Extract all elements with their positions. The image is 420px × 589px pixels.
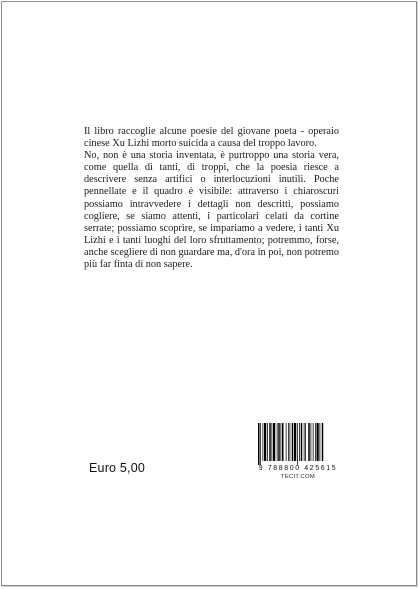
barcode-bar [269, 423, 271, 461]
barcode-bar [290, 423, 291, 461]
barcode-bar [281, 423, 282, 461]
barcode-bar [294, 423, 296, 461]
barcode-bar [282, 423, 284, 461]
barcode-bar [260, 423, 261, 465]
barcode-bar [297, 423, 298, 465]
barcode-bar [258, 423, 260, 465]
barcode-bar [272, 423, 273, 461]
barcode-bar [301, 423, 303, 461]
barcode-bar [305, 423, 306, 461]
blurb-paragraph-1: Il libro raccoglie alcune poesie del giovane poeta - operaio cinese Xu Lizhi morto suicida a causa del troppo lavoro. [84, 126, 339, 150]
barcode-bar [292, 423, 294, 461]
barcode-bar [322, 423, 324, 461]
isbn-barcode [252, 423, 344, 485]
barcode-bar [308, 423, 310, 461]
barcode-bar [315, 423, 316, 461]
barcode-bar [317, 423, 319, 461]
barcode-generator-label: TECIT.COM [281, 474, 315, 480]
barcode-bar [273, 423, 275, 461]
back-cover-page [1, 1, 417, 586]
barcode-bar [278, 423, 280, 461]
barcode-bar [299, 423, 300, 461]
blurb-paragraph-2: No, non è una storia inventata, è purtroppo una storia vera, come quella di tanti, di troppi, che la poesia riesce a descrivere senza artifici o interlocuzioni inutili. Poche pennellate e il quadro è visibile: attraverso i chiaroscuri possiamo intravvedere i dettagli non descritti, possiamo cogliere, se siamo attenti, i particolari celati da cortine serrate; possiamo scoprire, se impariamo a vedere, i tanti Xu Lizhi e i tanti luoghi del loro sfruttamento; potremmo, forse, anche scegliere di non guardare ma, d'ora in poi, non potremo più far finta di non sapere. [84, 150, 339, 271]
barcode-bar [304, 423, 305, 461]
barcode-bars-graphic [252, 423, 344, 465]
barcode-bar [288, 423, 289, 461]
price-label: Euro 5,00 [89, 461, 146, 475]
barcode-bar [267, 423, 268, 461]
barcode-bar [263, 423, 264, 461]
barcode-bar [286, 423, 287, 461]
barcode-bar [320, 423, 321, 461]
barcode-digits: 9 788800 425615 [258, 465, 338, 472]
barcode-bar [264, 423, 266, 461]
barcode-bar [313, 423, 314, 461]
back-cover-blurb [84, 126, 339, 271]
barcode-bar [311, 423, 312, 461]
barcode-bar [277, 423, 278, 461]
